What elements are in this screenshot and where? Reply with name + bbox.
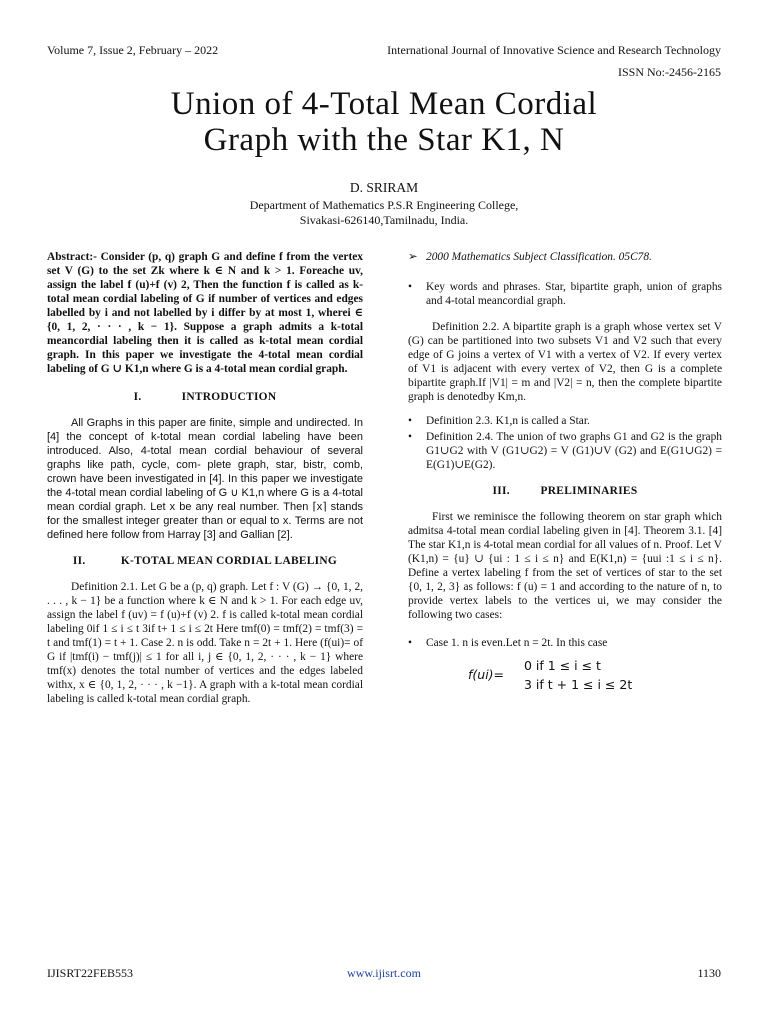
section-heading-k-total bbox=[47, 554, 363, 568]
introduction-paragraph: All Graphs in this paper are finite, simple and undirected. In [4] the concept of k-total mean cordial labeling have been introduced. Also, 4-total mean cordial behaviour of several graphs like path, cycle, com- plete graph, star, bistr, comb, crown have been investigated in [4]. In this paper we investigate the 4-total mean cordial labeling of G ∪ K1,n where G is a 4-total mean cordial graph. Let x be any real number. Then ⌈x⌉ stands for the smallest integer greater than or equal to x. Terms are not defined here follow from Harray [3] and Gallian [2]. bbox=[47, 417, 363, 541]
preliminaries-paragraph: First we reminisce the following theorem on star graph which admitsa 4-total mean cordial labeling given in [4]. Theorem 3.1. [4] The star K1,n is 4-total mean cordial for all values of n. Proof. Let V (K1,n) = {u} ∪ {ui : 1 ≤ i ≤ n} and E(K1,n) = {uui :1 ≤ i ≤ n}. Define a vertex labeling f from the set of vertices of star to the set {0, 1, 2, 3} as follows: f (u) = 1 and according to the nature of n, to provide vertex labels to the vertices ui, we may consider the following two cases: bbox=[408, 511, 722, 621]
section-number: III. bbox=[492, 485, 510, 497]
author-name: D. SRIRAM bbox=[349, 180, 419, 195]
definition-2-4-item bbox=[408, 430, 722, 472]
case-1-formula bbox=[468, 656, 722, 694]
formula-lhs: f(ui)= bbox=[468, 667, 505, 682]
section-heading-preliminaries bbox=[408, 484, 722, 498]
author-block bbox=[0, 180, 768, 228]
title-line-1: Union of 4-Total Mean Cordial bbox=[170, 86, 598, 122]
section-title: PRELIMINARIES bbox=[540, 485, 638, 497]
footer-paper-id: IJISRT22FEB553 bbox=[47, 966, 133, 980]
section-heading-introduction bbox=[47, 390, 363, 404]
section-title: INTRODUCTION bbox=[181, 391, 277, 403]
section-number: I. bbox=[133, 391, 142, 403]
journal-volume: Volume 7, Issue 2, February – 2022 bbox=[47, 43, 219, 57]
bullet-icon: • bbox=[408, 281, 412, 293]
right-column bbox=[408, 250, 722, 694]
section-number: II. bbox=[72, 555, 86, 567]
msc-line bbox=[408, 250, 722, 264]
definition-2-2: Definition 2.2. A bipartite graph is a graph whose vertex set V (G) can be partitioned into two subsets V1 and V2 such that every edge of G joins a vertex of V1 with a vertex of V2. If every vertex of V1 is adjacent with every vertex of V2, then G is a complete bipartite graph.If |V1| = m and |V2| = n, then the complete bipartite graph is denotedby Km,n. bbox=[408, 321, 722, 403]
case-1-text: Case 1. n is even.Let n = 2t. In this case bbox=[426, 637, 608, 649]
arrow-bullet-icon: ➢ bbox=[408, 251, 418, 263]
definition-2-4: Definition 2.4. The union of two graphs G1 and G2 is the graph G1∪G2 with V (G1∪G2) = V (G1)∪V (G2) and E(G1∪G2) = E(G1)∪E(G2). bbox=[426, 431, 722, 471]
keywords-text: Key words and phrases. Star, bipartite graph, union of graphs and 4-total meancordial graph. bbox=[426, 281, 722, 307]
section-title: K-TOTAL MEAN CORDIAL LABELING bbox=[120, 555, 338, 567]
definition-2-3-item bbox=[408, 414, 722, 428]
title-line-2: Graph with the Star K1, N bbox=[203, 122, 565, 158]
definition-2-3: Definition 2.3. K1,n is called a Star. bbox=[426, 415, 590, 427]
definition-2-1: Definition 2.1. Let G be a (p, q) graph. Let f : V (G) → {0, 1, 2, . . . , k − 1} be a function where k ∈ N and k > 1. For each edge uv, assign the label f (uv) = f (u)+f (v) 2. f is called k-total mean cordial labeling 0if 1 ≤ i ≤ t 3if t+ 1 ≤ i ≤ 2t Here tmf(0) = tmf(2) = tmf(3) = t and tmf(1) = t + 1. Case 2. n is odd. Take n = 2t + 1. Here (f(ui)= of G if |tmf(i) − tmf(j)| ≤ 1 for all i, j ∈ {0, 1, 2, · · · , k − 1} where tmf(x) denotes the total number of vertices and the edges labeled withx, x ∈ {0, 1, 2, · · · , k −1}. A graph with a k-total mean cordial labeling is called k-total mean cordial graph. bbox=[47, 581, 363, 705]
formula-case-1: 0 if 1 ≤ i ≤ t bbox=[524, 658, 601, 673]
journal-issn: ISSN No:-2456-2165 bbox=[617, 65, 721, 79]
formula-case-2: 3 if t + 1 ≤ i ≤ 2t bbox=[524, 677, 633, 692]
abstract: Abstract:- Consider (p, q) graph G and define f from the vertex set V (G) to the set Zk where k ∈ N and k > 1. Foreache uv, assign the label f (u)+f (v) 2, Then the function f is called as k-total mean cordial labeling of G if number of vertices and edges labelled by i and not labelled by i differ by at most 1, wherei ∈ {0, 1, 2, · · · , k − 1}. Suppose a graph admits a k-total meancordial labeling then it is called as k-total mean cordial graph. In this paper we investigate the 4-total mean cordial labeling of G ∪ K1,n where G is a 4-total mean cordial graph. bbox=[47, 251, 363, 375]
footer-page-number: 1130 bbox=[697, 966, 721, 980]
bullet-icon: • bbox=[408, 431, 412, 443]
keywords-item bbox=[408, 280, 722, 308]
author-address: Sivakasi-626140,Tamilnadu, India. bbox=[299, 213, 469, 227]
journal-name: International Journal of Innovative Science and Research Technology bbox=[387, 43, 721, 57]
bullet-icon: • bbox=[408, 637, 412, 649]
bullet-icon: • bbox=[408, 415, 412, 427]
case-1-item bbox=[408, 636, 722, 650]
footer-website-link[interactable]: www.ijisrt.com bbox=[347, 966, 421, 980]
paper-title bbox=[0, 86, 768, 158]
left-column bbox=[47, 250, 363, 716]
msc-text: 2000 Mathematics Subject Classification. 05C78. bbox=[426, 251, 652, 263]
author-department: Department of Mathematics P.S.R Engineering College, bbox=[249, 198, 519, 212]
